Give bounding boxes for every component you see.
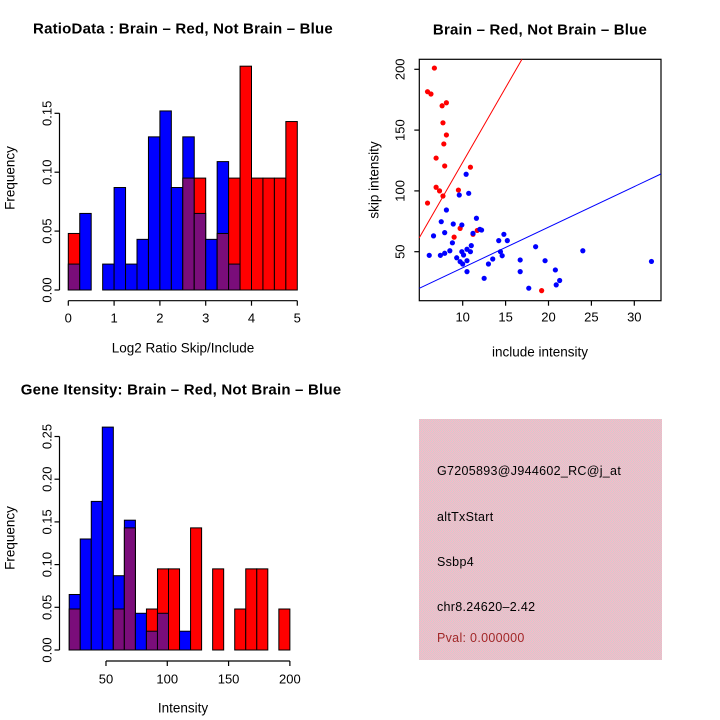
tick-label: 5: [293, 310, 301, 326]
hist-bar: [160, 111, 171, 290]
hist-bar: [114, 188, 125, 290]
tick-label: 25: [584, 309, 599, 325]
hist-bar: [126, 264, 137, 290]
scatter-point: [553, 267, 558, 272]
hist-bar: [135, 613, 146, 650]
scatter-point: [432, 65, 437, 70]
hist-bar: [180, 631, 191, 650]
hist-bar: [263, 178, 274, 290]
scatter-point: [464, 172, 469, 177]
tick-label: 15: [498, 309, 513, 325]
scatter-point: [557, 278, 562, 283]
brain-fit-line: [419, 59, 522, 237]
hist-bar: [286, 122, 297, 290]
tick-label: 3: [202, 310, 210, 326]
tick-label: 0.15: [39, 509, 55, 535]
scatter-point: [442, 230, 447, 235]
scatter-point: [533, 244, 538, 249]
gene-hist-ylabel: Frequency: [2, 506, 18, 570]
scatter-point: [459, 222, 464, 227]
tick-label: 0.15: [39, 100, 55, 126]
event-type-text: altTxStart: [437, 510, 494, 524]
hist-bar: [171, 188, 182, 290]
hist-bar: [213, 569, 224, 650]
scatter-point: [649, 259, 654, 264]
scatter-point: [444, 100, 449, 105]
scatter-point: [501, 232, 506, 237]
scatter-point: [490, 256, 495, 261]
intensity-scatter-points-red: [425, 65, 544, 293]
scatter-point: [468, 165, 473, 170]
scatter-point: [440, 193, 445, 198]
scatter-point: [542, 258, 547, 263]
hist-bar: [246, 569, 257, 650]
ratio-hist-ylabel: Frequency: [2, 146, 18, 210]
hist-bar-overlap: [229, 264, 240, 290]
hist-bar: [169, 569, 180, 650]
hist-bar: [148, 137, 159, 290]
hist-bar-overlap: [113, 609, 124, 650]
scatter-point: [431, 233, 436, 238]
hist-bar: [191, 528, 202, 650]
scatter-point: [470, 231, 475, 236]
hist-bar-overlap: [68, 264, 79, 290]
scatter-point: [427, 253, 432, 258]
tick-label: 0.00: [39, 637, 55, 663]
scatter-point: [464, 258, 469, 263]
hist-bar-overlap: [124, 528, 135, 650]
scatter-point: [466, 191, 471, 196]
hist-bar-overlap: [183, 178, 194, 290]
scatter-point: [456, 187, 461, 192]
tick-label: 0.10: [39, 551, 55, 578]
scatter-point: [444, 132, 449, 137]
scatter-point: [518, 257, 523, 262]
ratio-histogram-bars: [68, 66, 297, 290]
scatter-point: [554, 282, 559, 287]
hist-bar: [235, 609, 246, 650]
scatter-point: [437, 188, 442, 193]
scatter-point: [438, 253, 443, 258]
scatter-point: [580, 248, 585, 253]
tick-label: 100: [156, 671, 179, 687]
scatter-point: [486, 261, 491, 266]
locus-text: chr8.24620–2.42: [437, 600, 536, 614]
scatter-point: [460, 261, 465, 266]
gene-intensity-histogram: [40, 424, 301, 687]
scatter-point: [464, 269, 469, 274]
tick-label: 0: [64, 310, 72, 326]
hist-bar-overlap: [157, 613, 168, 650]
ratio-hist-xlabel: Log2 Ratio Skip/Include: [111, 340, 255, 356]
scatter-point: [440, 120, 445, 125]
gene-intensity-histogram-bars: [69, 427, 290, 650]
pval-text: Pval: 0.000000: [437, 631, 525, 645]
gene-hist-title: Gene Itensity: Brain – Red, Not Brain – Blue: [20, 381, 342, 399]
tick-label: 100: [392, 180, 408, 202]
hist-bar: [80, 213, 91, 290]
scatter-point: [469, 243, 474, 248]
scatter-point: [539, 288, 544, 293]
tick-label: 150: [217, 671, 240, 687]
gene-hist-xlabel: Intensity: [157, 700, 209, 716]
tick-label: 1: [110, 310, 118, 326]
scatter-point: [457, 192, 462, 197]
hist-bar: [102, 427, 113, 650]
scatter-xlabel: include intensity: [491, 344, 589, 360]
tick-label: 20: [541, 309, 556, 325]
scatter-point: [434, 155, 439, 160]
scatter-point: [452, 235, 457, 240]
scatter-point: [425, 200, 430, 205]
hist-bar-overlap: [146, 631, 157, 650]
tick-label: 4: [247, 310, 256, 326]
scatter-point: [447, 248, 452, 253]
tick-label: 0.05: [39, 218, 55, 244]
scatter-point: [441, 141, 446, 146]
scatter-point: [444, 207, 449, 212]
tick-label: 30: [627, 309, 642, 325]
tick-label: 0.05: [39, 594, 55, 620]
hist-bar: [91, 501, 102, 650]
not-brain-fit-line: [419, 174, 661, 288]
tick-label: 0.20: [39, 466, 55, 492]
probe-id-text: G7205893@J944602_RC@j_at: [437, 464, 622, 478]
tick-label: 150: [392, 119, 408, 141]
hist-bar-overlap: [217, 233, 228, 290]
tick-label: 0.00: [39, 277, 55, 303]
scatter-point: [500, 253, 505, 258]
scatter-point: [442, 163, 447, 168]
scatter-point: [428, 91, 433, 96]
gene-info-panel: [419, 419, 662, 660]
intensity-scatter: [393, 58, 662, 324]
hist-bar: [274, 178, 285, 290]
ratio-histogram: [40, 66, 301, 325]
hist-bar: [103, 264, 114, 290]
plot-box: [419, 59, 661, 300]
hist-bar-overlap: [194, 213, 205, 290]
scatter-point: [461, 252, 466, 257]
scatter-point: [439, 219, 444, 224]
scatter-point: [450, 240, 455, 245]
tick-label: 2: [156, 310, 164, 326]
scatter-point: [477, 227, 482, 232]
scatter-point: [468, 249, 473, 254]
scatter-point: [505, 238, 510, 243]
hist-bar: [257, 569, 268, 650]
tick-label: 0.25: [39, 423, 55, 450]
scatter-point: [454, 255, 459, 260]
scatter-point: [482, 276, 487, 281]
hist-bar-overlap: [69, 609, 80, 650]
tick-label: 0.10: [39, 159, 55, 185]
tick-label: 200: [392, 58, 408, 81]
scatter-point: [451, 221, 456, 226]
ratio-hist-title: RatioData : Brain – Red, Not Brain – Blue: [33, 20, 333, 38]
scatter-point: [518, 269, 523, 274]
hist-bar: [279, 609, 290, 650]
tick-label: 200: [279, 671, 301, 687]
hist-bar: [206, 239, 217, 290]
scatter-point: [526, 286, 531, 291]
hist-bar: [240, 66, 251, 290]
hist-bar: [137, 239, 148, 290]
tick-label: 50: [98, 671, 114, 687]
scatter-point: [496, 238, 501, 243]
scatter-ylabel: skip intensity: [366, 141, 382, 219]
gene-name-text: Ssbp4: [437, 555, 474, 569]
scatter-title: Brain – Red, Not Brain – Blue: [432, 21, 648, 39]
hist-bar: [80, 539, 91, 650]
scatter-point: [474, 216, 479, 221]
tick-label: 50: [392, 244, 408, 259]
tick-label: 10: [455, 309, 470, 325]
hist-bar: [252, 178, 263, 290]
scatter-point: [440, 103, 445, 108]
